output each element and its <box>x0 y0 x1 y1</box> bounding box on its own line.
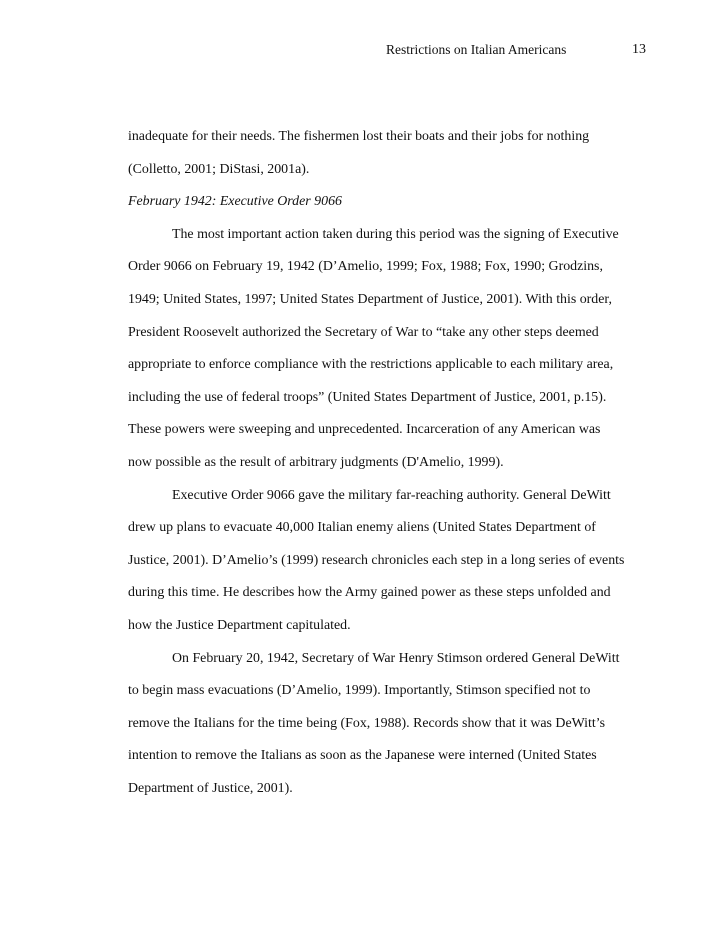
text-line: On February 20, 1942, Secretary of War Henry Stimson ordered General DeWitt <box>172 650 620 666</box>
text-line: including the use of federal troops” (United States Department of Justice, 2001, p.15). <box>128 389 607 405</box>
text-line: how the Justice Department capitulated. <box>128 617 351 633</box>
paragraph-continuation <box>128 121 648 186</box>
text-line: (Colletto, 2001; DiStasi, 2001a). <box>128 161 310 177</box>
text-line: Department of Justice, 2001). <box>128 780 293 796</box>
text-line: Justice, 2001). D’Amelio’s (1999) research chronicles each step in a long series of events <box>128 552 625 568</box>
text-line: inadequate for their needs. The fishermen lost their boats and their jobs for nothing <box>128 129 590 144</box>
text-line: now possible as the result of arbitrary judgments (D'Amelio, 1999). <box>128 454 504 470</box>
text-line: These powers were sweeping and unprecedented. Incarceration of any American was <box>128 422 601 438</box>
text-line: The most important action taken during this period was the signing of Executive <box>172 226 619 242</box>
text-line: during this time. He describes how the Army gained power as these steps unfolded and <box>128 585 611 601</box>
body-text <box>128 121 648 805</box>
paragraph-military-authority <box>128 480 648 643</box>
page-number: 13 <box>632 42 646 57</box>
text-line: Executive Order 9066 gave the military far-reaching authority. General DeWitt <box>172 487 611 503</box>
text-line: to begin mass evacuations (D’Amelio, 1999). Importantly, Stimson specified not to <box>128 683 591 699</box>
text-line: intention to remove the Italians as soon as the Japanese were interned (United States <box>128 748 597 764</box>
paragraph-mass-evacuations <box>128 643 648 806</box>
text-line: President Roosevelt authorized the Secretary of War to “take any other steps deemed <box>128 324 599 340</box>
section-heading: February 1942: Executive Order 9066 <box>128 194 342 210</box>
text-line: 1949; United States, 1997; United States Department of Justice, 2001). With this order, <box>128 291 612 307</box>
text-line: drew up plans to evacuate 40,000 Italian enemy aliens (United States Department of <box>128 520 596 536</box>
running-head: Restrictions on Italian Americans <box>386 42 567 57</box>
text-line: remove the Italians for the time being (Fox, 1988). Records show that it was DeWitt’s <box>128 715 606 731</box>
text-line: Order 9066 on February 19, 1942 (D’Amelio, 1999; Fox, 1988; Fox, 1990; Grodzins, <box>128 259 603 275</box>
paragraph-executive-order <box>128 219 648 480</box>
text-line: appropriate to enforce compliance with the restrictions applicable to each military area, <box>128 357 614 373</box>
